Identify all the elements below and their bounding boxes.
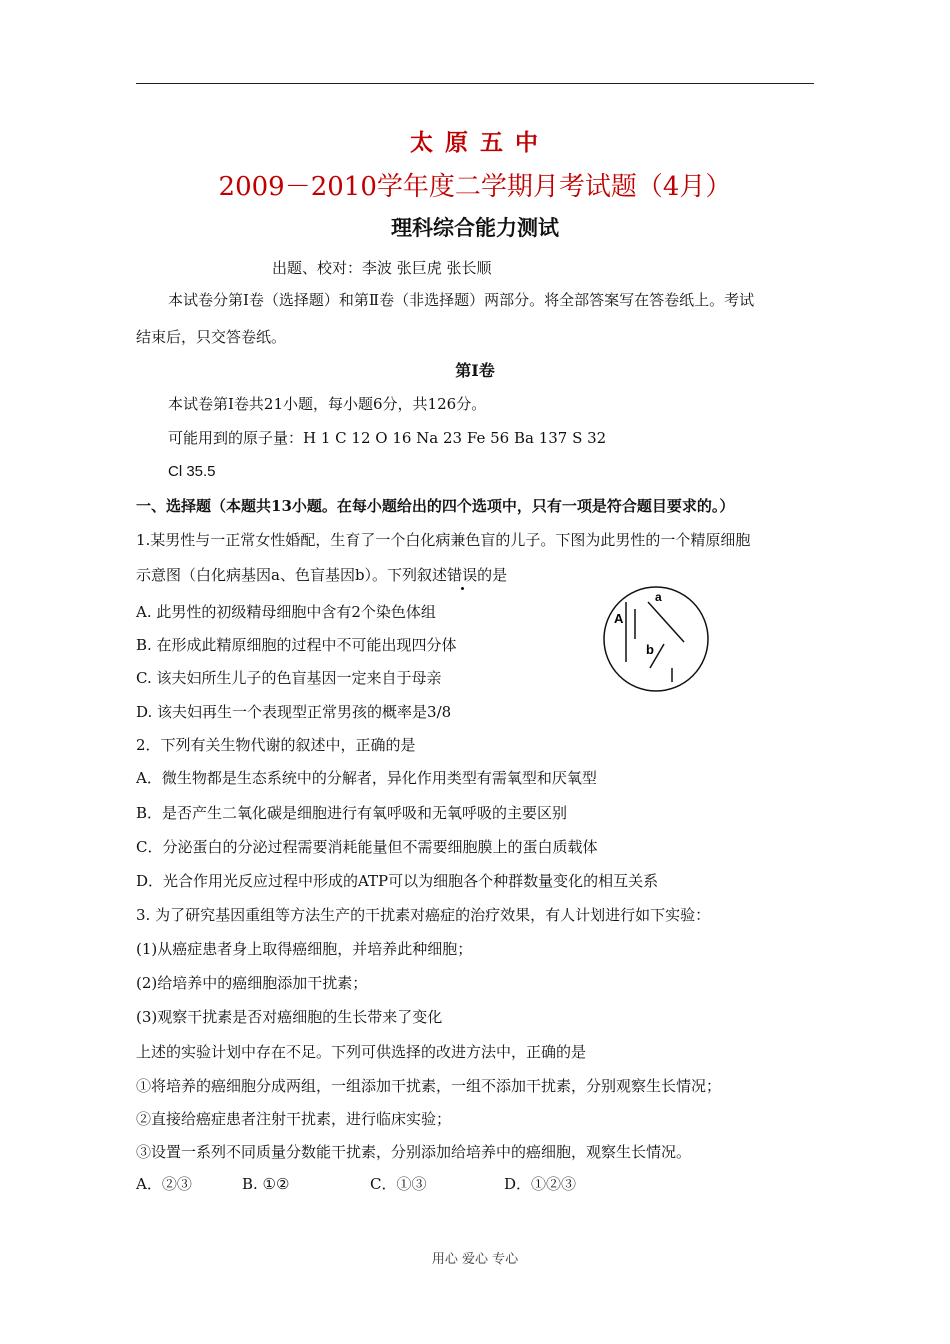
q3-step-2: (2)给培养中的癌细胞添加干扰素；: [136, 974, 368, 992]
q2-stem: 2．下列有关生物代谢的叙述中，正确的是: [136, 736, 416, 754]
q1-option-b: B. 在形成此精原细胞的过程中不可能出现四分体: [136, 636, 457, 654]
q3-step-3: (3)观察干扰素是否对癌细胞的生长带来了变化: [136, 1008, 443, 1026]
sperm-cell-diagram: [598, 584, 718, 696]
gene-label-a: a: [655, 590, 662, 604]
header-rule: [136, 83, 814, 84]
exam-title: 2009－2010学年度二学期月考试题（4月）: [218, 172, 732, 202]
chromosome-a: [648, 602, 684, 642]
q3-method-1: ①将培养的癌细胞分成两组，一组添加干扰素，一组不添加干扰素，分别观察生长情况；: [136, 1077, 722, 1095]
q3-method-3: ③设置一系列不同质量分数能干扰素，分别添加给培养中的癌细胞，观察生长情况。: [136, 1143, 692, 1161]
school-name: 太 原 五 中: [409, 129, 541, 156]
q3-stem: 3. 为了研究基因重组等方法生产的干扰素对癌症的治疗效果，有人计划进行如下实验：: [136, 906, 711, 924]
intro-line-2: 结束后，只交答卷纸。: [136, 328, 287, 346]
q2-option-d: D．光合作用光反应过程中形成的ATP可以为细胞各个种群数量变化的相互关系: [136, 872, 659, 890]
q1-stem-emphasis: 错误: [447, 566, 478, 584]
q2-option-c: C．分泌蛋白的分泌过程需要消耗能量但不需要细胞膜上的蛋白质载体: [136, 838, 598, 856]
q2-option-a: A．微生物都是生态系统中的分解者，异化作用类型有需氧型和厌氧型: [136, 769, 597, 787]
q3-option-a: A．②③: [136, 1175, 192, 1193]
authors-line: 出题、校对：李波 张巨虎 张长顺: [272, 259, 492, 277]
atomic-mass-line-2: Cl 35.5: [168, 463, 216, 480]
q3-prompt: 上述的实验计划中存在不足。下列可供选择的改进方法中，正确的是: [136, 1043, 587, 1061]
q3-option-d: D．①②③: [504, 1175, 577, 1193]
q1-stem-line-2: [136, 565, 507, 585]
q1-option-c: C. 该夫妇所生儿子的色盲基因一定来自于母亲: [136, 669, 442, 687]
intro-line-1: 本试卷分第Ⅰ卷（选择题）和第Ⅱ卷（非选择题）两部分。将全部答案写在答卷纸上。考试: [168, 291, 755, 309]
q2-option-b: B．是否产生二氧化碳是细胞进行有氧呼吸和无氧呼吸的主要区别: [136, 804, 568, 822]
q3-option-c: C．①③: [370, 1175, 427, 1193]
section-heading: 一、选择题（本题共13小题。在每小题给出的四个选项中，只有一项是符合题目要求的。）: [136, 497, 735, 515]
q3-method-2: ②直接给癌症患者注射干扰素，进行临床实验；: [136, 1110, 452, 1128]
q3-option-b: B. ①②: [242, 1175, 290, 1193]
atomic-mass-line-1: 可能用到的原子量：H 1 C 12 O 16 Na 23 Fe 56 Ba 137 S 32: [168, 429, 607, 447]
q1-stem-pre: 示意图（白化病基因a、色盲基因b）。下列叙述: [136, 566, 448, 584]
q1-stem-line-1: 1.某男性与一正常女性婚配，生育了一个白化病兼色盲的儿子。下图为此男性的一个精原细胞: [136, 531, 751, 549]
page-footer: 用心 爱心 专心: [431, 1252, 519, 1267]
q1-option-d: D. 该夫妇再生一个表现型正常男孩的概率是3/8: [136, 703, 452, 721]
part1-title: 第Ⅰ卷: [455, 361, 495, 380]
q1-option-a: A. 此男性的初级精母细胞中含有2个染色体组: [136, 603, 436, 621]
part1-info: 本试卷第Ⅰ卷共21小题，每小题6分，共126分。: [168, 395, 487, 413]
q1-stem-post: 的是: [477, 566, 508, 584]
q3-step-1: (1)从癌症患者身上取得癌细胞，并培养此种细胞；: [136, 940, 473, 958]
subject-title: 理科综合能力测试: [391, 215, 559, 240]
gene-label-b: b: [646, 642, 654, 657]
gene-label-A: A: [614, 611, 624, 626]
